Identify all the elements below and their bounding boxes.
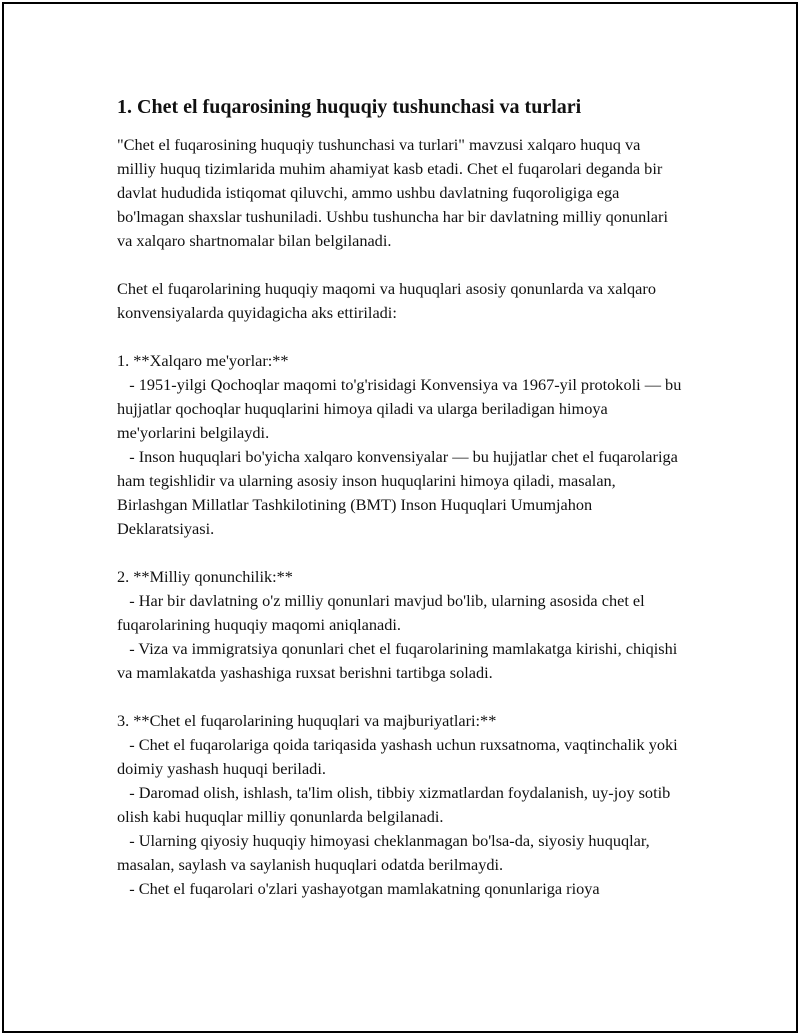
paragraph-gap	[117, 253, 683, 277]
intro-paragraph: "Chet el fuqarosining huquqiy tushunchasi va turlari" mavzusi xalqaro huquq va milliy huquq tizimlarida muhim ahamiyat kasb etadi. Chet el fuqarolari deganda bir davlat hududida istiqomat qiluvchi, ammo ushbu davlatning fuqoroligiga ega bo'lmagan shaxslar tushuniladi. Ushbu tushuncha har bir davlatning milliy qonunlari va xalqaro shartnomalar bilan belgilanadi.	[117, 135, 673, 250]
section-national-legislation: 2. **Milliy qonunchilik:** - Har bir davlatning o'z milliy qonunlari mavjud bo'lib, ularning asosida chet el fuqarolarining huquqiy maqomi aniqlanadi. - Viza va immigratsiya qonunlari chet el fuqarolarining mamlakatga kirishi, chiqishi va mamlakatda yashashiga ruxsat berishni tartibga soladi.	[117, 567, 678, 682]
document-body	[117, 94, 683, 901]
section-international-norms: 1. **Xalqaro me'yorlar:** - 1951-yilgi Qochoqlar maqomi to'g'risidagi Konvensiya va 1967-yil protokoli — bu hujjatlar qochoqlar huquqlarini himoya qiladi va ularga beriladigan himoya me'yorlarini belgilaydi. - Inson huquqlari bo'yicha xalqaro konvensiyalar — bu hujjatlar chet el fuqarolariga ham tegishlidir va ularning asosiy inson huquqlarini himoya qiladi, masalan, Birlashgan Millatlar Tashkilotining (BMT) Inson Huquqlari Umumjahon Deklaratsiyasi.	[117, 351, 682, 538]
paragraph-gap	[117, 685, 683, 709]
document-title: 1. Chet el fuqarosining huquqiy tushunchasi va turlari	[117, 96, 582, 118]
section-rights-and-duties: 3. **Chet el fuqarolarining huquqlari va majburiyatlari:** - Chet el fuqarolariga qoida tariqasida yashash uchun ruxsatnoma, vaqtinchalik yoki doimiy yashash huquqi beriladi. - Daromad olish, ishlash, ta'lim olish, tibbiy xizmatlardan foydalanish, uy-joy sotib olish kabi huquqlar milliy qonunlarda belgilanadi. - Ularning qiyosiy huquqiy himoyasi cheklanmagan bo'lsa-da, siyosiy huquqlar, masalan, saylash va saylanish huquqlari odatda berilmaydi. - Chet el fuqarolari o'zlari yashayotgan mamlakatning qonunlariga rioya	[117, 711, 678, 898]
paragraph-gap	[117, 325, 683, 349]
paragraph-gap	[117, 541, 683, 565]
lead-paragraph: Chet el fuqarolarining huquqiy maqomi va huquqlari asosiy qonunlarda va xalqaro konvensiyalarda quyidagicha aks ettiriladi:	[117, 279, 661, 322]
